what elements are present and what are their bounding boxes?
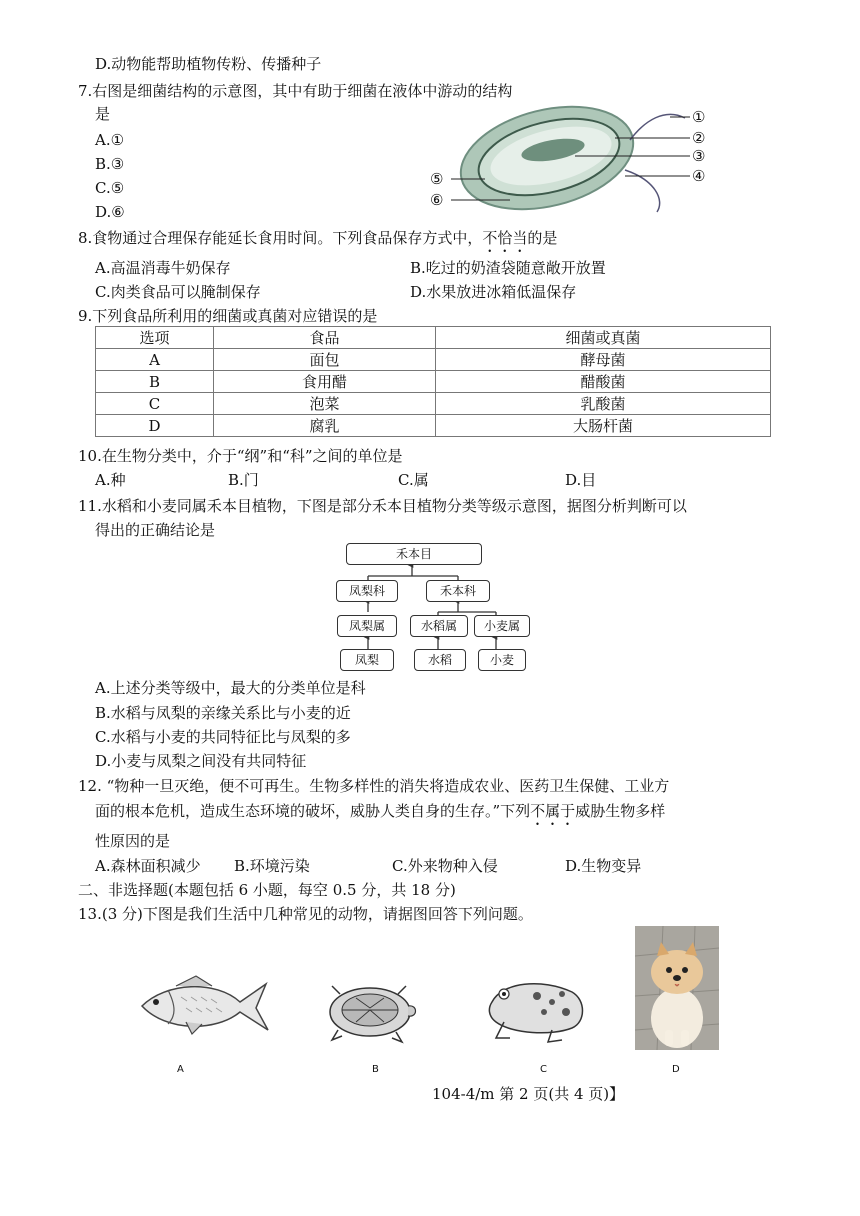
q12-option-d: D.生物变异: [565, 857, 642, 875]
node-species-rice: 水稻: [414, 649, 466, 671]
q12-stem: 12. “物种一旦灭绝，便不可再生。生物多样性的消失将造成农业、医药卫生保健、工业方: [78, 777, 670, 795]
cell-option: A: [96, 349, 214, 371]
q7-option-a: A.①: [95, 131, 125, 149]
q10-option-b: B.门: [228, 471, 259, 489]
node-genus-wheat: 小麦属: [474, 615, 530, 637]
page-footer: 104-4/m 第 2 页(共 4 页)】: [432, 1085, 625, 1103]
node-species-wheat: 小麦: [478, 649, 526, 671]
frog-image: [482, 972, 592, 1044]
q7-option-d: D.⑥: [95, 203, 125, 221]
node-genus-rice: 水稻属: [410, 615, 468, 637]
cell-microbe: 大肠杆菌: [436, 415, 771, 437]
q12-option-b: B.环境污染: [234, 857, 310, 875]
bacterium-label-6: ⑥: [430, 191, 444, 209]
cell-food: 食用醋: [214, 371, 436, 393]
q11-stem: 11.水稻和小麦同属禾本目植物，下图是部分禾本目植物分类等级示意图，据图分析判断可以: [78, 497, 687, 515]
cell-option: B: [96, 371, 214, 393]
q10-stem: 10.在生物分类中，介于“纲”和“科”之间的单位是: [78, 447, 403, 465]
bacterium-diagram: [425, 100, 725, 218]
table-row: [96, 371, 771, 393]
q8-option-a: A.高温消毒牛奶保存: [95, 259, 231, 277]
q10-option-d: D.目: [565, 471, 597, 489]
header-microbe: 细菌或真菌: [436, 327, 771, 349]
table-row: [96, 349, 771, 371]
table-row: [96, 393, 771, 415]
animal-label-a: A: [177, 1064, 184, 1075]
bacterium-label-4: ④: [692, 167, 706, 185]
q9-table: [95, 326, 771, 437]
q10-option-a: A.种: [95, 471, 126, 489]
q8-stem: 8.食物通过合理保存能延长食用时间。下列食品保存方式中，不恰当的是: [78, 229, 558, 247]
dog-photo: [635, 926, 719, 1050]
section-heading: 二、非选择题(本题包括 6 小题，每空 0.5 分，共 18 分): [78, 881, 456, 899]
cell-microbe: 酵母菌: [436, 349, 771, 371]
cell-food: 面包: [214, 349, 436, 371]
bacterium-label-5: ⑤: [430, 170, 444, 188]
node-order: 禾本目: [346, 543, 482, 565]
q12-stem-cont: 面的根本危机，造成生态环境的破坏，威胁人类自身的生存。”下列不属于威胁生物多样: [95, 802, 666, 820]
bacterium-label-1: ①: [692, 108, 706, 126]
cell-option: D: [96, 415, 214, 437]
q11-option-c: C.水稻与小麦的共同特征比与凤梨的多: [95, 728, 351, 746]
cell-option: C: [96, 393, 214, 415]
q12-option-a: A.森林面积减少: [95, 857, 201, 875]
cell-food: 腐乳: [214, 415, 436, 437]
node-genus-pineapple: 凤梨属: [337, 615, 397, 637]
table-row: [96, 415, 771, 437]
bacterium-label-2: ②: [692, 129, 706, 147]
turtle-image: [320, 978, 420, 1048]
node-family-grass: 禾本科: [426, 580, 490, 602]
q9-stem: 9.下列食品所利用的细菌或真菌对应错误的是: [78, 307, 378, 325]
q6-option-d: D.动物能帮助植物传粉、传播种子: [95, 55, 322, 73]
fish-image: [136, 972, 270, 1042]
bacterium-label-3: ③: [692, 147, 706, 165]
cell-microbe: 乳酸菌: [436, 393, 771, 415]
header-option: 选项: [96, 327, 214, 349]
animal-label-b: B: [372, 1064, 379, 1075]
q12-stem-end: 性原因的是: [95, 832, 171, 850]
node-species-pineapple: 凤梨: [340, 649, 394, 671]
table-header-row: [96, 327, 771, 349]
q11-option-b: B.水稻与凤梨的亲缘关系比与小麦的近: [95, 704, 351, 722]
q7-stem-cont: 是: [95, 105, 111, 123]
q7-option-c: C.⑤: [95, 179, 125, 197]
q8-option-d: D.水果放进冰箱低温保存: [410, 283, 577, 301]
q11-option-d: D.小麦与凤梨之间没有共同特征: [95, 752, 307, 770]
cell-food: 泡菜: [214, 393, 436, 415]
q13-stem: 13.(3 分)下图是我们生活中几种常见的动物，请据图回答下列问题。: [78, 905, 533, 923]
node-family-pineapple: 凤梨科: [336, 580, 398, 602]
q12-option-c: C.外来物种入侵: [392, 857, 498, 875]
q7-option-b: B.③: [95, 155, 125, 173]
header-food: 食品: [214, 327, 436, 349]
animal-label-c: C: [540, 1064, 547, 1075]
cell-microbe: 醋酸菌: [436, 371, 771, 393]
q8-option-b: B.吃过的奶渣袋随意敞开放置: [410, 259, 606, 277]
q8-option-c: C.肉类食品可以腌制保存: [95, 283, 261, 301]
q11-option-a: A.上述分类等级中，最大的分类单位是科: [95, 679, 366, 697]
q10-option-c: C.属: [398, 471, 429, 489]
q11-stem-cont: 得出的正确结论是: [95, 521, 216, 539]
animal-label-d: D: [672, 1064, 680, 1075]
q7-stem: 7.右图是细菌结构的示意图，其中有助于细菌在液体中游动的结构: [78, 82, 513, 100]
